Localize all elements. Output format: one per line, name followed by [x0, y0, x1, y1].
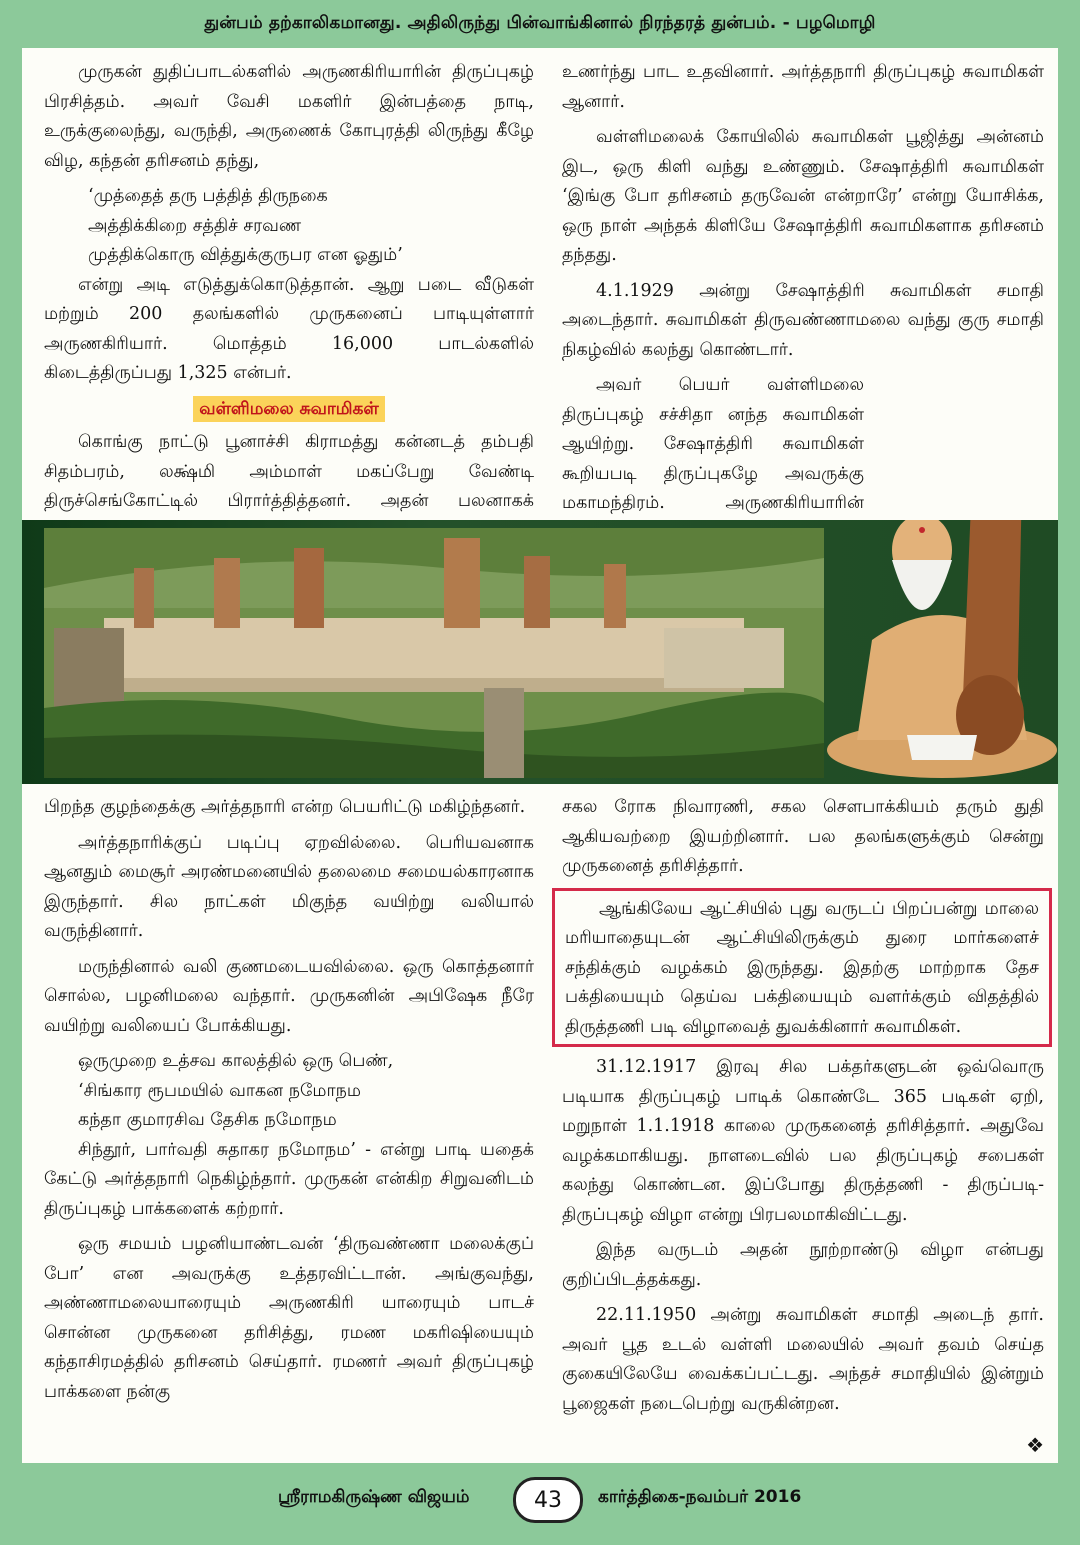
paragraph: என்று அடி எடுத்துக்கொடுத்தான். ஆறு படை வீடுகள் மற்றும் 200 தலங்களில் முருகனைப் பாடியுள்ளார் அருணகிரியார். மொத்தம் 16,000 பாடல்களில் கிடைத்திருப்பது 1,325 என்பர்.	[44, 274, 534, 383]
highlighted-text: ஆங்கிலேய ஆட்சியில் புது வருடப் பிறப்பன்று மாலை மரியாதையுடன் ஆட்சியிலிருக்கும் துரை மார்களைச் சந்திக்கும் வழக்கம் இருந்தது. இதற்கு மாற்றாக தேச பக்தியையும் தெய்வ பக்தியையும் வளர்க்கும் விதத்தில் திருத்தணி படி விழாவைத் துவக்கினார் சுவாமிகள்.	[565, 898, 1039, 1037]
left-column-bottom	[44, 793, 534, 1413]
verse-line: ஒருமுறை உத்சவ காலத்தில் ஒரு பெண்,	[78, 1051, 394, 1071]
paragraph: முருகன் துதிப்பாடல்களில் அருணகிரியாரின் திருப்புகழ் பிரசித்தம். அவர் வேசி மகளிர் இன்பத்தை நாடி, உருக்குலைந்து, வருந்தி, அருணைக் கோபுரத்தி லிருந்து கீழே விழ, கந்தன் தரிசனம் தந்து,	[44, 62, 534, 171]
section-heading	[44, 395, 534, 425]
page-number: 43	[513, 1477, 583, 1523]
paragraph: 31.12.1917 இரவு சில பக்தர்களுடன் ஒவ்வொரு படியாக திருப்புகழ் பாடிக் கொண்டே 365 படிகள் ஏறி, மறுநாள் 1.1.1918 காலை முருகனைத் தரிசித்தார். அதுவே வழக்கமாகியது. நாளடைவில் பல திருப்புகழ் சபைகள் கலந்து கொண்டன. இப்போது திருத்தணி - திருப்படி- திருப்புகழ் விழா என்று பிரபலமாகிவிட்டது.	[562, 1057, 1044, 1225]
highlighted-paragraph	[552, 888, 1052, 1048]
paragraph: அர்த்தநாரிக்குப் படிப்பு ஏறவில்லை. பெரியவனாக ஆனதும் மைசூர் அரண்மனையில் தலைமை சமையல்காரனாக இருந்தார். சில நாட்கள் மிகுந்த வயிற்று வலியால் வருந்தினார்.	[44, 832, 534, 941]
paragraph: சகல ரோக நிவாரணி, சகல சௌபாக்கியம் தரும் துதி ஆகியவற்றை இயற்றினார். பல தலங்களுக்கும் சென்று முருகனைத் தரிசித்தார்.	[562, 797, 1044, 876]
verse-line: அத்திக்கிறை சத்திச் சரவண	[88, 215, 302, 236]
article-page	[22, 48, 1058, 1463]
paragraph: கொங்கு நாட்டு பூனாச்சி கிராமத்து கன்னடத் தம்பதி சிதம்பரம், லக்ஷ்மி அம்மாள் மகப்பேறு வேண்டி திருச்செங்கோட்டில் பிரார்த்தித்தனர். அதன் பலனாகக்	[44, 432, 534, 511]
verse-line: ‘சிங்கார ரூபமயில் வாகன நமோநம	[78, 1080, 361, 1101]
top-proverb-bar	[0, 0, 1080, 48]
paragraph: இந்த வருடம் அதன் நூற்றாண்டு விழா என்பது குறிப்பிடத்தக்கது.	[562, 1240, 1044, 1290]
issue-date: கார்த்திகை-நவம்பர் 2016	[598, 1487, 802, 1507]
page-footer	[0, 1463, 1080, 1545]
paragraph: பிறந்த குழந்தைக்கு அர்த்தநாரி என்ற பெயரிட்டு மகிழ்ந்தனர்.	[44, 797, 526, 817]
verse-line: ‘முத்தைத் தரு பத்தித் திருநகை	[88, 186, 328, 206]
paragraph: மருந்தினால் வலி குணமடையவில்லை. ஒரு கொத்தனார் சொல்ல, பழனிமலை வந்தார். முருகனின் அபிஷேக நீரே வயிற்று வலியைப் போக்கியது.	[44, 956, 534, 1036]
paragraph: ஒரு சமயம் பழனியாண்டவன் ‘திருவண்ணா மலைக்குப் போ’ என அவருக்கு உத்தரவிட்டான். அங்குவந்து, அண்ணாமலையாரையும் அருணகிரி யாரையும் பாடச் சொன்ன முருகனை தரிசித்து, ரமண மகரிஷியையும் கந்தாசிரமத்தில் தரிசனம் செய்தார். ரமணர் அவர் திருப்புகழ் பாக்களை நன்கு	[44, 1234, 534, 1402]
saint-portrait	[812, 520, 1058, 780]
left-column-top	[44, 58, 534, 552]
paragraph: 4.1.1929 அன்று சேஷாத்திரி சுவாமிகள் சமாதி அடைந்தார். சுவாமிகள் திருவண்ணாமலை வந்து குரு சமாதி நிகழ்வில் கலந்து கொண்டார்.	[562, 280, 1044, 360]
photo-band	[22, 520, 1058, 784]
verse-line: கந்தா குமாரசிவ தேசிக நமோநம	[78, 1110, 337, 1130]
paragraph: 22.11.1950 அன்று சுவாமிகள் சமாதி அடைந் தார். அவர் பூத உடல் வள்ளி மலையில் அவர் தவம் செய்த குகையிலேயே வைக்கப்பட்டது. அந்தச் சமாதியில் இன்றும் பூஜைகள் நடைபெற்று வருகின்றன.	[562, 1305, 1044, 1414]
temple-photo	[44, 528, 824, 778]
end-ornament-icon: ❖	[1026, 1433, 1044, 1457]
paragraph: சிந்தூர், பார்வதி சுதாகர நமோநம’ - என்று பாடி யதைக் கேட்டு அர்த்தநாரி நெகிழ்ந்தார். முருகன் என்கிற சிறுவனிடம் திருப்புகழ் பாக்களைக் கற்றார்.	[44, 1139, 534, 1219]
right-column-bottom	[562, 793, 1044, 1425]
section-heading-text: வள்ளிமலை சுவாமிகள்	[193, 396, 384, 422]
right-column-top	[562, 58, 1044, 584]
paragraph: உணர்ந்து பாட உதவினார். அர்த்தநாரி திருப்புகழ் சுவாமிகள் ஆனார்.	[562, 62, 1044, 112]
verse-line: முத்திக்கொரு வித்துக்குருபர என ஓதும்’	[88, 245, 403, 265]
proverb-text: துன்பம் தற்காலிகமானது. அதிலிருந்து பின்வாங்கினால் நிரந்தரத் துன்பம். - பழமொழி	[204, 13, 876, 33]
paragraph: வள்ளிமலைக் கோயிலில் சுவாமிகள் பூஜித்து அன்னம் இட, ஒரு கிளி வந்து உண்ணும். சேஷாத்திரி சுவாமிகள் ‘இங்கு போ தரிசனம் தருவேன் என்றாரே’ என்று யோசிக்க, ஒரு நாள் அந்தக் கிளியே சேஷாத்திரி சுவாமிகளாக தரிசனம் தந்தது.	[562, 127, 1044, 265]
paragraph: அவர் பெயர் வள்ளிமலை திருப்புகழ் சச்சிதா னந்த சுவாமிகள் ஆயிற்று. சேஷாத்திரி சுவாமிகள் கூறியபடி திருப்புகழே அவருக்கு மகாமந்திரம். அருணகிரியாரின்	[562, 375, 864, 513]
magazine-name: ஸ்ரீராமகிருஷ்ண விஜயம்	[278, 1487, 470, 1507]
